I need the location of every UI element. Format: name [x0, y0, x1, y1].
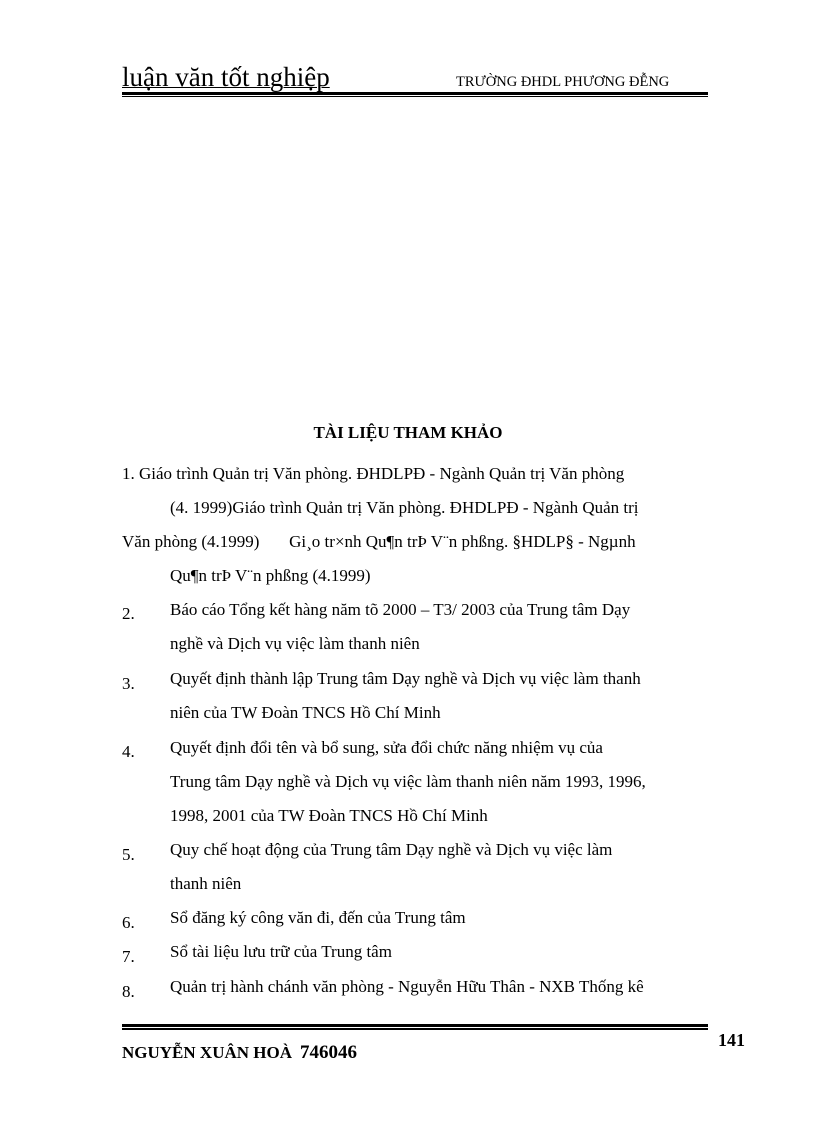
reference-3-line-1: Quyết định thành lập Trung tâm Dạy nghề và Dịch vụ việc làm thanh — [170, 669, 641, 688]
header-university-name: TRƯỜNG ĐHDL PHƯƠNG ĐỄNG — [456, 74, 670, 90]
reference-5-line-1: Quy chế hoạt động của Trung tâm Dạy nghề và Dịch vụ việc làm — [170, 840, 613, 859]
footer-divider — [122, 1024, 708, 1030]
reference-8-line-1: Quản trị hành chánh văn phòng - Nguyễn Hữu Thân - NXB Thống kê — [170, 977, 644, 996]
reference-4-line-3: 1998, 2001 của TW Đoàn TNCS Hồ Chí Minh — [170, 806, 488, 825]
page-number: 141 — [718, 1030, 745, 1050]
reference-5-number: 5. — [122, 845, 135, 864]
reference-8-number: 8. — [122, 982, 135, 1001]
student-id: 746046 — [300, 1042, 357, 1063]
reference-7-number: 7. — [122, 947, 135, 966]
reference-1-line-3: Văn phòng (4.1999) Gi¸o tr×nh Qu¶n trÞ V¨n phßng. §HDLP§ - Ngµnh — [122, 532, 636, 551]
author-name: NGUYỄN XUÂN HOÀ — [122, 1043, 292, 1062]
footer-author — [122, 1042, 357, 1064]
reference-3-number: 3. — [122, 674, 135, 693]
reference-6-line-1: Sổ đăng ký công văn đi, đến của Trung tâm — [170, 908, 466, 927]
reference-5-line-2: thanh niên — [170, 874, 242, 893]
reference-2-line-2: nghề và Dịch vụ việc làm thanh niên — [170, 634, 420, 653]
reference-1-line-1: 1. Giáo trình Quản trị Văn phòng. ĐHDLPĐ - Ngành Quản trị Văn phòng — [122, 464, 625, 483]
reference-2-number: 2. — [122, 604, 135, 623]
page-title: TÀI LIỆU THAM KHẢO — [313, 423, 503, 442]
reference-2-line-1: Báo cáo Tổng kết hàng năm tõ 2000 – T3/ 2003 của Trung tâm Dạy — [170, 600, 631, 619]
reference-7-line-1: Sổ tài liệu lưu trữ của Trung tâm — [170, 942, 392, 961]
reference-3-line-2: niên của TW Đoàn TNCS Hồ Chí Minh — [170, 703, 441, 722]
header-thesis-label: luận văn tốt nghiệp — [122, 62, 330, 92]
reference-1-line-4: Qu¶n trÞ V¨n phßng (4.1999) — [170, 566, 371, 585]
reference-4-line-1: Quyết định đổi tên và bổ sung, sửa đổi chức năng nhiệm vụ của — [170, 738, 603, 757]
reference-6-number: 6. — [122, 913, 135, 932]
reference-4-number: 4. — [122, 742, 135, 761]
header-divider — [122, 92, 708, 97]
reference-1-line-2: (4. 1999)Giáo trình Quản trị Văn phòng. ĐHDLPĐ - Ngành Quản trị — [170, 498, 639, 517]
reference-4-line-2: Trung tâm Dạy nghề và Dịch vụ việc làm thanh niên năm 1993, 1996, — [170, 772, 646, 791]
